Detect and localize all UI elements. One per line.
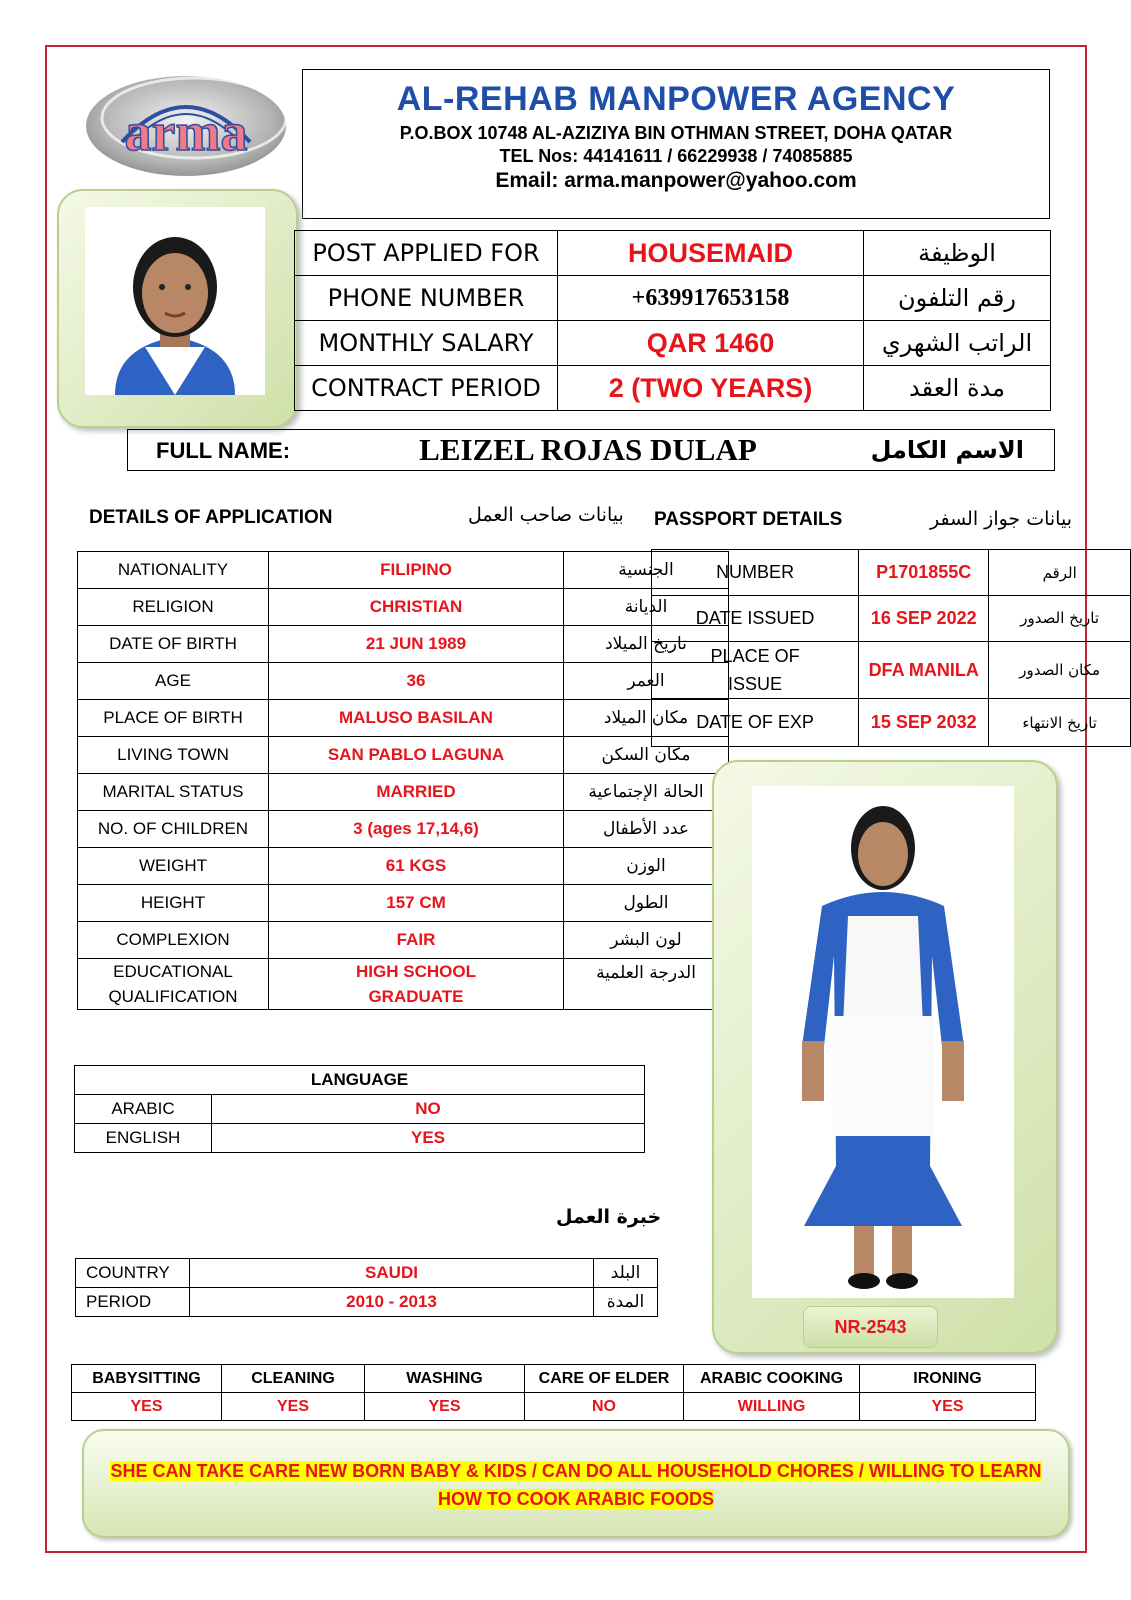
agency-header: [302, 69, 1050, 219]
headshot-frame: [57, 189, 298, 428]
table-row: [78, 663, 729, 700]
table-row: [78, 626, 729, 663]
cell-label: HEIGHT: [78, 885, 269, 922]
table-row: [78, 737, 729, 774]
cell-label-ar: الطول: [564, 885, 729, 922]
cell-label: COUNTRY: [76, 1259, 190, 1288]
work-experience-title-ar: خبرة العمل: [556, 1206, 662, 1228]
cell-label: NATIONALITY: [78, 552, 269, 589]
table-row: [78, 774, 729, 811]
language-table: [74, 1065, 645, 1153]
table-row: [295, 276, 1051, 321]
cell-value: MARRIED: [269, 774, 564, 811]
full-name-label: FULL NAME:: [156, 438, 291, 463]
skill-header: CARE OF ELDER: [525, 1365, 684, 1393]
remarks-box: [82, 1429, 1070, 1538]
salary-label-ar: الراتب الشهري: [864, 321, 1051, 366]
cell-value: 15 SEP 2032: [859, 699, 989, 747]
table-row: [295, 366, 1051, 411]
post-label: POST APPLIED FOR: [295, 231, 558, 276]
cell-value: YES: [212, 1124, 645, 1153]
cell-value: FILIPINO: [269, 552, 564, 589]
table-row: [295, 231, 1051, 276]
agency-address: P.O.BOX 10748 AL-AZIZIYA BIN OTHMAN STREET, DOHA QATAR: [399, 123, 953, 143]
table-row: [76, 1259, 658, 1288]
salary-label: MONTHLY SALARY: [295, 321, 558, 366]
table-row: [78, 959, 729, 1010]
cell-label-ar: مكان السكن: [564, 737, 729, 774]
cell-label: DATE OF BIRTH: [78, 626, 269, 663]
cell-label-ar: لون البشر: [564, 922, 729, 959]
cell-value: SAN PABLO LAGUNA: [269, 737, 564, 774]
phone-label: PHONE NUMBER: [295, 276, 558, 321]
cell-value: NO: [212, 1095, 645, 1124]
table-row: [652, 642, 1131, 699]
post-label-ar: الوظيفة: [864, 231, 1051, 276]
remarks-line-2: HOW TO COOK ARABIC FOODS: [438, 1489, 714, 1509]
passport-title: PASSPORT DETAILS: [654, 509, 843, 530]
headshot-photo: [85, 207, 265, 395]
remarks-line-1: SHE CAN TAKE CARE NEW BORN BABY & KIDS / CAN DO ALL HOUSEHOLD CHORES / WILLING TO LEARN: [110, 1461, 1042, 1481]
cell-value: CHRISTIAN: [269, 589, 564, 626]
details-title: DETAILS OF APPLICATION: [89, 507, 333, 528]
skill-header: BABYSITTING: [72, 1365, 222, 1393]
skill-value: YES: [72, 1393, 222, 1421]
table-row: [72, 1365, 1036, 1393]
cell-label-ar: تاريخ الصدور: [989, 596, 1131, 642]
table-row: [72, 1393, 1036, 1421]
table-row: [78, 848, 729, 885]
cell-label: COMPLEXION: [78, 922, 269, 959]
cell-label-ar: الحالة الإجتماعية: [564, 774, 729, 811]
cell-label: NO. OF CHILDREN: [78, 811, 269, 848]
cell-label: PLACE OF BIRTH: [78, 700, 269, 737]
post-table: [294, 230, 1051, 411]
agency-logo: [82, 72, 294, 180]
full-name-value: LEIZEL ROJAS DULAP: [419, 432, 757, 467]
table-row: [78, 811, 729, 848]
skill-value: NO: [525, 1393, 684, 1421]
cell-label-ar: الدرجة العلمية: [564, 959, 729, 1010]
cell-label-ar: البلد: [594, 1259, 658, 1288]
cell-label: DATE OF EXP: [652, 699, 859, 747]
full-body-photo: [752, 786, 1014, 1298]
table-row: [76, 1288, 658, 1317]
cell-label-ar: مكان الميلاد: [564, 700, 729, 737]
table-row: [78, 922, 729, 959]
skill-header: IRONING: [860, 1365, 1036, 1393]
language-title: LANGUAGE: [75, 1066, 645, 1095]
cell-label-ar: مكان الصدور: [989, 642, 1131, 699]
agency-phones: TEL Nos: 44141611 / 66229938 / 74085885: [499, 146, 853, 166]
phone-value: +639917653158: [558, 276, 864, 321]
cell-value: DFA MANILA: [859, 642, 989, 699]
contract-label-ar: مدة العقد: [864, 366, 1051, 411]
cell-label-ar: الرقم: [989, 550, 1131, 596]
cell-value: FAIR: [269, 922, 564, 959]
skill-header: CLEANING: [222, 1365, 365, 1393]
table-row: [78, 700, 729, 737]
skill-value: YES: [222, 1393, 365, 1421]
details-table: [77, 551, 729, 1010]
cell-value: 2010 - 2013: [190, 1288, 594, 1317]
table-row: [75, 1124, 645, 1153]
cell-label: RELIGION: [78, 589, 269, 626]
table-row: [78, 589, 729, 626]
agency-name: AL-REHAB MANPOWER AGENCY: [396, 80, 956, 118]
contract-label: CONTRACT PERIOD: [295, 366, 558, 411]
reference-badge: NR-2543: [803, 1306, 938, 1348]
svg-text:arma: arma: [124, 102, 248, 162]
cell-label: NUMBER: [652, 550, 859, 596]
cell-label: MARITAL STATUS: [78, 774, 269, 811]
details-title-ar: بيانات صاحب العمل: [468, 504, 624, 526]
cell-value: 157 CM: [269, 885, 564, 922]
cell-value: 21 JUN 1989: [269, 626, 564, 663]
agency-email: Email: arma.manpower@yahoo.com: [495, 169, 857, 192]
full-body-frame: [712, 760, 1058, 1354]
passport-title-ar: بيانات جواز السفر: [930, 508, 1072, 530]
skill-value: WILLING: [684, 1393, 860, 1421]
cell-value: MALUSO BASILAN: [269, 700, 564, 737]
contract-value: 2 (TWO YEARS): [558, 366, 864, 411]
skill-value: YES: [365, 1393, 525, 1421]
table-row: [295, 321, 1051, 366]
cell-label-ar: الديانة: [564, 589, 729, 626]
cell-label-ar: الوزن: [564, 848, 729, 885]
table-row: [652, 699, 1131, 747]
cell-label: LIVING TOWN: [78, 737, 269, 774]
table-row: [75, 1066, 645, 1095]
skill-value: YES: [860, 1393, 1036, 1421]
skill-header: WASHING: [365, 1365, 525, 1393]
table-row: [652, 596, 1131, 642]
cell-value: 3 (ages 17,14,6): [269, 811, 564, 848]
cell-label: PERIOD: [76, 1288, 190, 1317]
cell-label: EDUCATIONAL QUALIFICATION: [78, 959, 269, 1010]
cell-value: 36: [269, 663, 564, 700]
full-name-box: [127, 429, 1055, 471]
phone-label-ar: رقم التلفون: [864, 276, 1051, 321]
cell-label-ar: تاريخ الانتهاء: [989, 699, 1131, 747]
cell-label-ar: عدد الأطفال: [564, 811, 729, 848]
post-value: HOUSEMAID: [558, 231, 864, 276]
cell-label-ar: تاريخ الميلاد: [564, 626, 729, 663]
cell-label-ar: المدة: [594, 1288, 658, 1317]
cell-label-ar: الجنسية: [564, 552, 729, 589]
work-experience-table: [75, 1258, 658, 1317]
skill-header: ARABIC COOKING: [684, 1365, 860, 1393]
cell-value: 61 KGS: [269, 848, 564, 885]
skills-table: [71, 1364, 1036, 1421]
cell-value: 16 SEP 2022: [859, 596, 989, 642]
cell-value: P1701855C: [859, 550, 989, 596]
table-row: [652, 550, 1131, 596]
cell-value: SAUDI: [190, 1259, 594, 1288]
passport-table: [651, 549, 1131, 747]
table-row: [78, 552, 729, 589]
cell-label: DATE ISSUED: [652, 596, 859, 642]
cell-label: ENGLISH: [75, 1124, 212, 1153]
cell-label-ar: العمر: [564, 663, 729, 700]
cell-label: PLACE OF ISSUE: [652, 642, 859, 699]
cell-label: AGE: [78, 663, 269, 700]
cell-label: WEIGHT: [78, 848, 269, 885]
full-name-label-ar: الاسم الكامل: [870, 436, 1024, 464]
cell-value: HIGH SCHOOL GRADUATE: [269, 959, 564, 1010]
cell-label: ARABIC: [75, 1095, 212, 1124]
salary-value: QAR 1460: [558, 321, 864, 366]
table-row: [78, 885, 729, 922]
table-row: [75, 1095, 645, 1124]
